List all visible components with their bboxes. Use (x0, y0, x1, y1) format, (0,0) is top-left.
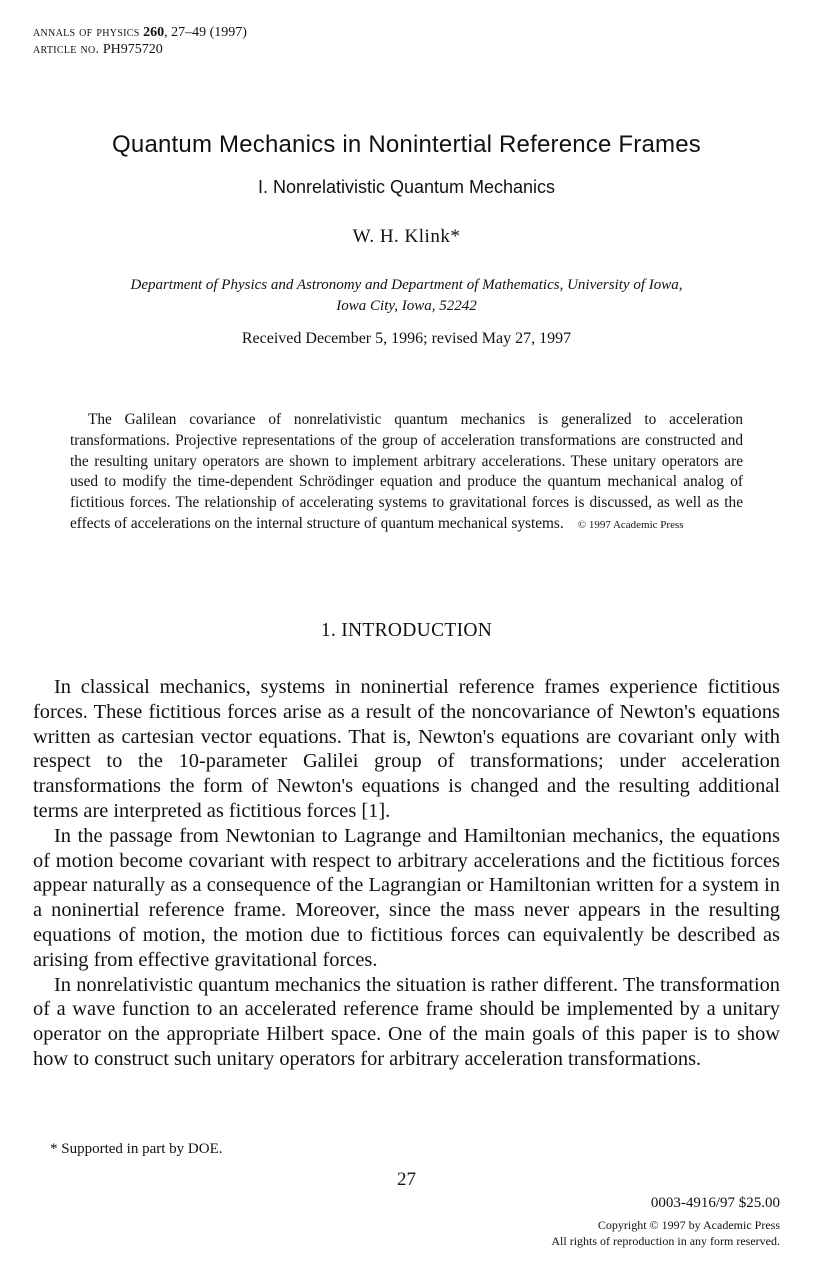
journal-name: annals of physics (33, 25, 140, 40)
abstract-text: The Galilean covariance of nonrelativistic quantum mechanics is generalized to acceleration transformations. Projective representations of the group of acceleration transformations are constructed and the resulting unitary operators are shown to implement arbitrary accelerations. These unitary operators are used to modify the time-dependent Schrödinger equation and produce the quantum mechanical analog of fictitious forces. The relationship of accelerating systems to gravitational forces is discussed, as well as the effects of accelerations on the internal structure of quantum mechanical systems. (70, 411, 743, 532)
copyright-line: Copyright © 1997 by Academic Press (597, 1218, 780, 1232)
article-number: PH975720 (102, 42, 163, 57)
footnote: * Supported in part by DOE. (50, 1141, 223, 1157)
section-heading: 1. INTRODUCTION (320, 620, 493, 641)
paper-subtitle: I. Nonrelativistic Quantum Mechanics (257, 177, 556, 197)
volume-number: 260 (143, 25, 165, 40)
body-paragraph-1: In classical mechanics, systems in noninertial reference frames experience fictitious forces. These fictitious forces arise as a result of the noncovariance of Newton's equations written as cartesian vector equations. That is, Newton's equations are covariant only with respect to the 10-parameter Galilei group of transformations; under acceleration transformations the form of Newton's equations is changed and the resulting additional terms are interpreted as fictitious forces [1]. (33, 676, 780, 822)
body-text (33, 675, 780, 1072)
rights-line: All rights of reproduction in any form reserved. (551, 1234, 780, 1248)
article-number-line (33, 41, 247, 58)
affiliation-line-2: Iowa City, Iowa, 52242 (336, 298, 477, 314)
body-paragraph-3: In nonrelativistic quantum mechanics the situation is rather different. The transformation of a wave function to an accelerated reference frame should be implemented by a unitary operator on the appropriate Hilbert space. One of the main goals of this paper is to show how to construct such unitary operators for arbitrary acceleration transformations. (33, 973, 780, 1070)
page-number: 27 (397, 1169, 416, 1190)
pages-year: , 27–49 (1997) (164, 25, 247, 40)
copyright-notice (551, 1217, 780, 1249)
affiliation-line-1: Department of Physics and Astronomy and Department of Mathematics, University of Iowa, (130, 277, 683, 293)
author-name: W. H. Klink* (352, 226, 461, 247)
article-label: article no. (33, 42, 100, 57)
abstract-copyright: © 1997 Academic Press (577, 518, 684, 531)
issn-price: 0003-4916/97 $25.00 (650, 1195, 780, 1211)
affiliation (60, 275, 753, 317)
journal-citation (33, 24, 247, 41)
paper-title: Quantum Mechanics in Nonintertial Reference Frames (112, 131, 701, 158)
abstract (70, 410, 743, 536)
journal-header (33, 24, 247, 58)
body-paragraph-2: In the passage from Newtonian to Lagrange and Hamiltonian mechanics, the equations of motion become covariant with respect to arbitrary accelerations and the fictitious forces appear naturally as a consequence of the Lagrangian or Hamiltonian written for a system in a noninertial reference frame. Moreover, since the mass never appears in the resulting equations of motion, the motion due to fictitious forces can equivalently be described as arising from effective gravitational forces. (33, 824, 780, 971)
received-dates: Received December 5, 1996; revised May 27, 1997 (241, 330, 572, 347)
